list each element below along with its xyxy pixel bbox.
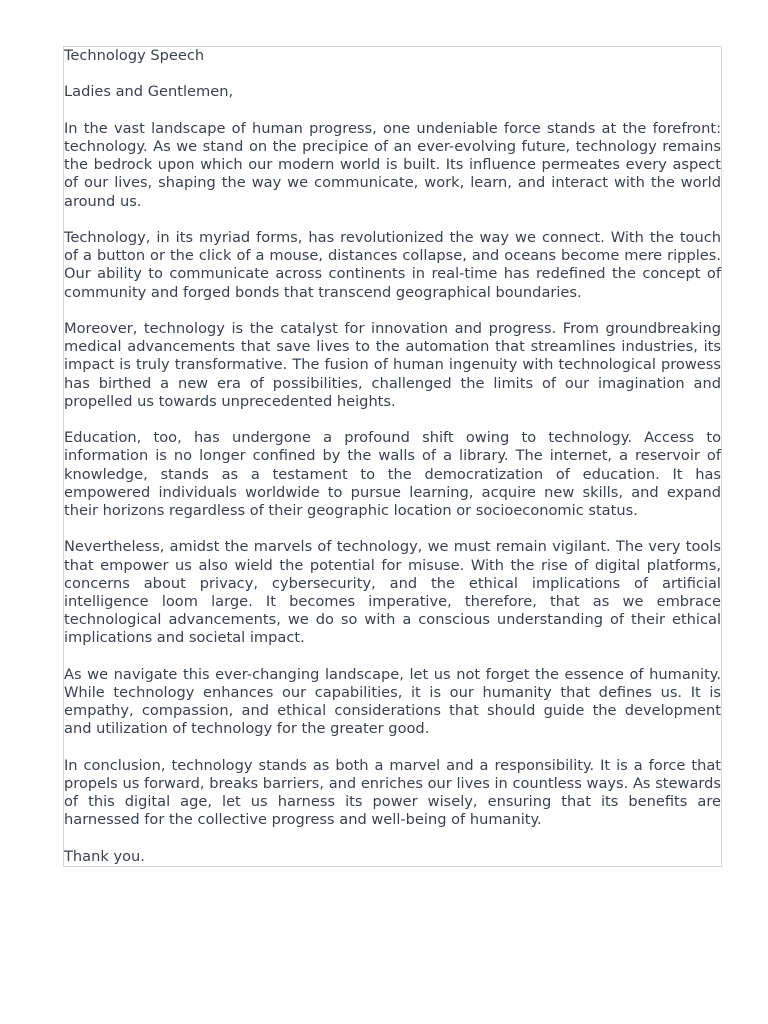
paragraph-1: In the vast landscape of human progress, one undeniable force stands at the forefront: technology. As we stand on the precipice of an ever-evolving future, technology remains the bedrock upon which our modern world is built. Its influence permeates every aspect of our lives, shaping the way we communicate, work, learn, and interact with the world around us. xyxy=(64,119,721,210)
closing-line: Thank you. xyxy=(64,847,145,865)
paragraph-4: Education, too, has undergone a profound shift owing to technology. Access to information is no longer confined by the walls of a library. The internet, a reservoir of knowledge, stands as a testament to the democratization of education. It has empowered individuals worldwide to pursue learning, acquire new skills, and expand their horizons regardless of their geographic location or socioeconomic status. xyxy=(64,429,721,519)
paragraph-7: In conclusion, technology stands as both a marvel and a responsibility. It is a force that propels us forward, breaks barriers, and enriches our lives in countless ways. As stewards of this digital age, let us harness its power wisely, ensuring that its benefits are harnessed for the collective progress and well-being of humanity. xyxy=(64,756,721,829)
paragraph-2: Technology, in its myriad forms, has revolutionized the way we connect. With the touch of a button or the click of a mouse, distances collapse, and oceans become mere ripples. Our ability to communicate across continents in real-time has redefined the concept of community and forged bonds that transcend geographical boundaries. xyxy=(64,228,721,301)
salutation: Ladies and Gentlemen, xyxy=(64,83,234,101)
paragraph-5: Nevertheless, amidst the marvels of technology, we must remain vigilant. The very tools that empower us also wield the potential for misuse. With the rise of digital platforms, concerns about privacy, cybersecurity, and the ethical implications of artificial intelligence loom large. It becomes imperative, therefore, that as we embrace technological advancements, we do so with a conscious understanding of their ethical implications and societal impact. xyxy=(64,538,721,647)
paragraph-3: Moreover, technology is the catalyst for innovation and progress. From groundbreaking medical advancements that save lives to the automation that streamlines industries, its impact is truly transformative. The fusion of human ingenuity with technological prowess has birthed a new era of possibilities, challenged the limits of our imagination and propelled us towards unprecedented heights. xyxy=(64,319,721,410)
document-page xyxy=(63,46,722,867)
paragraph-6: As we navigate this ever-changing landscape, let us not forget the essence of humanity. While technology enhances our capabilities, it is our humanity that defines us. It is empathy, compassion, and ethical considerations that should guide the development and utilization of technology for the greater good. xyxy=(64,665,721,738)
document-title: Technology Speech xyxy=(64,47,205,64)
